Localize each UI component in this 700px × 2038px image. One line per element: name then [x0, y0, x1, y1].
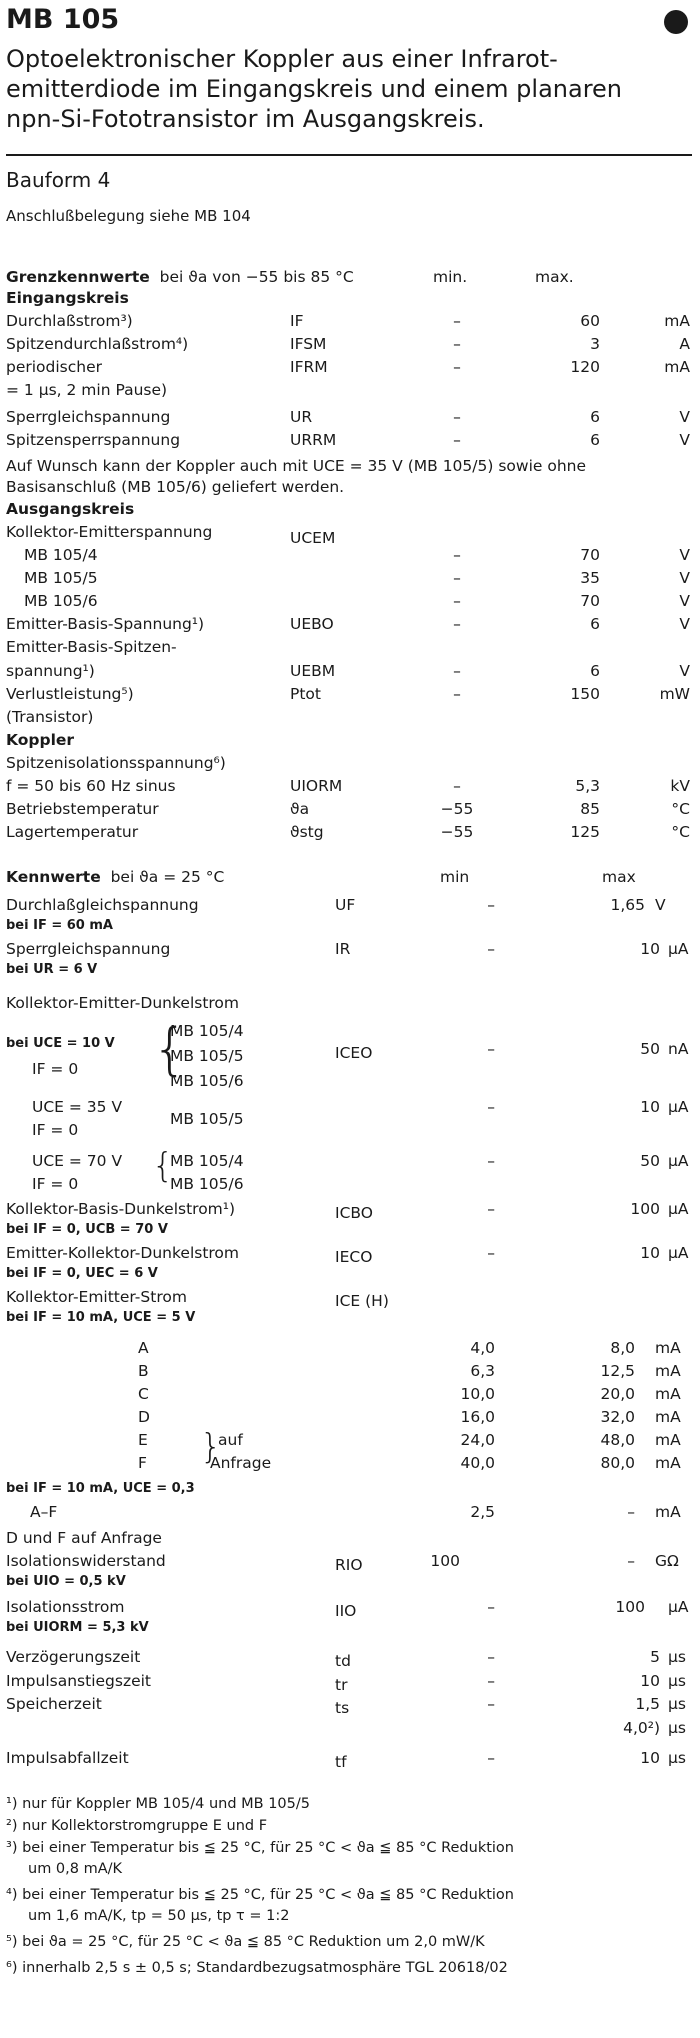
- row-min: 100: [430, 1552, 460, 1570]
- row-min: –: [453, 592, 461, 610]
- row-symbol: Ptot: [290, 685, 321, 703]
- row-label: MB 105/5: [24, 569, 98, 587]
- row-unit: mA: [655, 1431, 681, 1449]
- col-max: max.: [535, 268, 574, 286]
- row-label: Durchlaßstrom³): [6, 312, 133, 330]
- row-max: 48,0: [600, 1431, 635, 1449]
- row-unit: GΩ: [655, 1552, 679, 1570]
- row-min: 2,5: [470, 1503, 495, 1521]
- row-min: –: [453, 335, 461, 353]
- row-max: 1,65: [610, 896, 645, 914]
- row-label: Lagertemperatur: [6, 823, 139, 841]
- row-min: −55: [440, 823, 474, 841]
- footnote: ⁶) innerhalb 2,5 s ± 0,5 s; Standardbezugsatmosphäre TGL 20618/02: [6, 1960, 508, 1976]
- row-max: 6: [590, 431, 600, 449]
- row-min: –: [487, 1244, 495, 1262]
- row-unit: mA: [655, 1385, 681, 1403]
- bauform: Bauform 4: [6, 168, 111, 192]
- row-max: –: [627, 1552, 635, 1570]
- row-condition: bei IF = 0, UEC = 6 V: [6, 1266, 158, 1281]
- row-label: Kollektor-Emitter-Strom: [6, 1288, 187, 1306]
- row-symbol: ts: [335, 1699, 350, 1717]
- row-label: Speicherzeit: [6, 1695, 102, 1713]
- row-min: –: [487, 1598, 495, 1616]
- subtitle-line: Optoelektronischer Koppler aus einer Infrarot-: [6, 45, 558, 73]
- footnote: um 1,6 mA/K, tp = 50 µs, tp τ = 1:2: [28, 1908, 290, 1924]
- row-condition: bei IF = 10 mA, UCE = 5 V: [6, 1310, 196, 1325]
- row-min: –: [487, 1040, 495, 1058]
- row-max: 100: [630, 1200, 660, 1218]
- row-label: MB 105/4: [24, 546, 98, 564]
- row-min: –: [453, 312, 461, 330]
- row-symbol: UIORM: [290, 777, 343, 795]
- row-unit: mA: [655, 1362, 681, 1380]
- row-max: 120: [570, 358, 600, 376]
- row-symbol: UEBO: [290, 615, 334, 633]
- subtitle-line: emitterdiode im Eingangskreis und einem planaren: [6, 75, 623, 103]
- row-max: 5: [650, 1648, 660, 1666]
- row-label: Kollektor-Emitterspannung: [6, 523, 213, 541]
- row-max: 12,5: [600, 1362, 635, 1380]
- row-unit: µs: [668, 1672, 686, 1690]
- row-label: Spitzenisolationsspannung⁶): [6, 754, 226, 772]
- row-max: 60: [580, 312, 600, 330]
- bullet-dot-icon: [664, 10, 688, 34]
- row-max: 125: [570, 823, 600, 841]
- row-condition: UCE = 70 V: [32, 1152, 123, 1170]
- kenn-condition: bei ϑa = 25 °C: [110, 868, 225, 886]
- row-unit: mA: [655, 1454, 681, 1472]
- row-label: MB 105/6: [24, 592, 98, 610]
- row-unit: °C: [671, 823, 690, 841]
- row-max: 6: [590, 615, 600, 633]
- row-unit: V: [679, 408, 690, 426]
- row-unit: µA: [668, 1244, 689, 1262]
- row-unit: mW: [659, 685, 690, 703]
- row-label: Sperrgleichspannung: [6, 940, 171, 958]
- row-min: –: [487, 896, 495, 914]
- anschluss-note: Anschlußbelegung siehe MB 104: [6, 207, 251, 225]
- row-max: 35: [580, 569, 600, 587]
- row-unit: µA: [668, 1200, 689, 1218]
- row-label: (Transistor): [6, 708, 94, 726]
- row-min: –: [453, 569, 461, 587]
- row-min: –: [453, 408, 461, 426]
- row-min: –: [453, 685, 461, 703]
- row-symbol: tf: [335, 1753, 347, 1771]
- row-label: Betriebstemperatur: [6, 800, 159, 818]
- row-symbol: td: [335, 1652, 351, 1670]
- row-label: Emitter-Basis-Spannung¹): [6, 615, 205, 633]
- row-min: 6,3: [470, 1362, 495, 1380]
- row-condition: UCE = 35 V: [32, 1098, 123, 1116]
- row-max: 1,5: [635, 1695, 660, 1713]
- row-unit: V: [679, 431, 690, 449]
- grenz-condition: bei ϑa von −55 bis 85 °C: [159, 268, 354, 286]
- row-condition: bei UIO = 0,5 kV: [6, 1574, 126, 1589]
- row-max: 5,3: [575, 777, 600, 795]
- row-symbol: ICEO: [335, 1044, 373, 1062]
- group-label: B: [138, 1362, 149, 1380]
- row-symbol: IFRM: [290, 358, 328, 376]
- row-condition: bei IF = 10 mA, UCE = 0,3: [6, 1481, 195, 1496]
- row-label: = 1 µs, 2 min Pause): [6, 381, 168, 399]
- row-unit: V: [655, 896, 666, 914]
- type-label: MB 105/5: [170, 1110, 244, 1128]
- footnote: ²) nur Kollektorstromgruppe E und F: [6, 1818, 268, 1834]
- footnote: ⁵) bei ϑa = 25 °C, für 25 °C < ϑa ≦ 85 °C Reduktion um 2,0 mW/K: [6, 1934, 485, 1950]
- row-label: Durchlaßgleichspannung: [6, 896, 199, 914]
- row-min: –: [487, 940, 495, 958]
- row-label: spannung¹): [6, 662, 95, 680]
- section-koppler: Koppler: [6, 731, 75, 749]
- row-symbol: UEBM: [290, 662, 336, 680]
- row-condition: bei IF = 60 mA: [6, 918, 113, 933]
- row-label: Verzögerungszeit: [6, 1648, 141, 1666]
- kenn-heading: Kennwerte: [6, 868, 101, 886]
- subtitle: [6, 44, 622, 134]
- row-label: periodischer: [6, 358, 103, 376]
- row-label: Isolationsstrom: [6, 1598, 125, 1616]
- row-symbol: tr: [335, 1676, 348, 1694]
- row-max: 20,0: [600, 1385, 635, 1403]
- row-symbol: RIO: [335, 1556, 363, 1574]
- row-max: 3: [590, 335, 600, 353]
- row-min: –: [453, 777, 461, 795]
- group-label: A–F: [30, 1503, 58, 1521]
- row-unit: µA: [668, 1598, 689, 1616]
- row-condition: IF = 0: [32, 1175, 79, 1193]
- row-min: –: [453, 431, 461, 449]
- row-symbol: ICE (H): [335, 1292, 389, 1310]
- row-symbol: URRM: [290, 431, 337, 449]
- row-max: 10: [640, 1749, 660, 1767]
- row-unit: V: [679, 546, 690, 564]
- grenz-heading: Grenzkennwerte: [6, 268, 150, 286]
- row-min: –: [487, 1749, 495, 1767]
- row-condition: IF = 0: [32, 1121, 79, 1139]
- row-unit: mA: [655, 1408, 681, 1426]
- row-min: −55: [440, 800, 474, 818]
- row-unit: V: [679, 569, 690, 587]
- wunsch-note: Auf Wunsch kann der Koppler auch mit UCE = 35 V (MB 105/5) sowie ohne: [6, 457, 587, 475]
- row-unit: mA: [655, 1503, 681, 1521]
- row-max: 6: [590, 662, 600, 680]
- row-label: Impulsabfallzeit: [6, 1749, 129, 1767]
- anfrage-label: Anfrage: [210, 1454, 272, 1472]
- row-unit: µs: [668, 1648, 686, 1666]
- row-min: –: [487, 1648, 495, 1666]
- row-max: 10: [640, 1244, 660, 1262]
- brace-icon: }: [200, 1427, 222, 1467]
- row-label: Spitzendurchlaßstrom⁴): [6, 335, 189, 353]
- page-title: MB 105: [6, 4, 120, 35]
- subtitle-line: npn-Si-Fototransistor im Ausgangskreis.: [6, 105, 485, 133]
- row-unit: V: [679, 615, 690, 633]
- row-label: Verlustleistung⁵): [6, 685, 134, 703]
- row-unit: nA: [668, 1040, 689, 1058]
- row-unit: °C: [671, 800, 690, 818]
- row-max: 70: [580, 546, 600, 564]
- row-min: –: [453, 662, 461, 680]
- row-max: 50: [640, 1152, 660, 1170]
- row-condition: bei UCE = 10 V: [6, 1036, 115, 1051]
- row-max: 80,0: [600, 1454, 635, 1472]
- row-max: 150: [570, 685, 600, 703]
- footnote: ¹) nur für Koppler MB 105/4 und MB 105/5: [6, 1796, 310, 1812]
- row-symbol: IF: [290, 312, 304, 330]
- row-unit: mA: [664, 358, 690, 376]
- row-label: f = 50 bis 60 Hz sinus: [6, 777, 176, 795]
- row-condition: bei IF = 0, UCB = 70 V: [6, 1222, 168, 1237]
- section-ausgang: Ausgangskreis: [6, 500, 135, 518]
- type-label: MB 105/4: [170, 1022, 244, 1040]
- group-label: A: [138, 1339, 149, 1357]
- row-unit: kV: [670, 777, 690, 795]
- group-label: F: [138, 1454, 147, 1472]
- row-label: Emitter-Kollektor-Dunkelstrom: [6, 1244, 240, 1262]
- row-symbol: ICBO: [335, 1204, 373, 1222]
- row-min: –: [487, 1098, 495, 1116]
- row-max: 8,0: [610, 1339, 635, 1357]
- row-label: Kollektor-Emitter-Dunkelstrom: [6, 994, 240, 1012]
- type-label: MB 105/5: [170, 1047, 244, 1065]
- type-label: MB 105/4: [170, 1152, 244, 1170]
- row-min: 10,0: [460, 1385, 495, 1403]
- df-note: D und F auf Anfrage: [6, 1529, 162, 1547]
- col-min: min: [440, 868, 470, 886]
- row-symbol: IFSM: [290, 335, 327, 353]
- row-symbol: ϑa: [290, 800, 310, 818]
- row-max: 70: [580, 592, 600, 610]
- row-min: 40,0: [460, 1454, 495, 1472]
- row-min: 4,0: [470, 1339, 495, 1357]
- divider: [6, 154, 692, 156]
- row-max: 85: [580, 800, 600, 818]
- section-eingang: Eingangskreis: [6, 289, 129, 307]
- row-unit: µA: [668, 940, 689, 958]
- row-min: 24,0: [460, 1431, 495, 1449]
- footnote: ⁴) bei einer Temperatur bis ≦ 25 °C, für 25 °C < ϑa ≦ 85 °C Reduktion: [6, 1887, 514, 1903]
- row-unit: µA: [668, 1098, 689, 1116]
- row-unit: µA: [668, 1152, 689, 1170]
- row-max: 10: [640, 1098, 660, 1116]
- row-unit: mA: [664, 312, 690, 330]
- row-max: 10: [640, 940, 660, 958]
- row-max: –: [627, 1503, 635, 1521]
- row-unit: µs: [668, 1695, 686, 1713]
- row-symbol: UCEM: [290, 529, 336, 547]
- row-min: –: [453, 615, 461, 633]
- row-symbol: IECO: [335, 1248, 373, 1266]
- row-min: –: [487, 1672, 495, 1690]
- row-min: –: [487, 1152, 495, 1170]
- row-unit: mA: [655, 1339, 681, 1357]
- row-min: –: [487, 1695, 495, 1713]
- row-symbol: UF: [335, 896, 356, 914]
- row-unit: V: [679, 592, 690, 610]
- row-unit: A: [679, 335, 690, 353]
- row-max: 4,0²): [623, 1719, 660, 1737]
- type-label: MB 105/6: [170, 1175, 244, 1193]
- row-symbol: IIO: [335, 1602, 357, 1620]
- type-label: MB 105/6: [170, 1072, 244, 1090]
- row-label: Spitzensperrspannung: [6, 431, 181, 449]
- row-min: –: [453, 358, 461, 376]
- row-min: –: [453, 546, 461, 564]
- row-unit: µs: [668, 1749, 686, 1767]
- row-max: 10: [640, 1672, 660, 1690]
- footnote: ³) bei einer Temperatur bis ≦ 25 °C, für 25 °C < ϑa ≦ 85 °C Reduktion: [6, 1840, 514, 1856]
- row-min: –: [487, 1200, 495, 1218]
- brace-icon: {: [152, 1017, 188, 1082]
- row-unit: µs: [668, 1719, 686, 1737]
- row-symbol: ϑstg: [290, 823, 324, 841]
- wunsch-note: Basisanschluß (MB 105/6) geliefert werden.: [6, 478, 345, 496]
- row-label: Isolationswiderstand: [6, 1552, 166, 1570]
- group-label: E: [138, 1431, 148, 1449]
- row-condition: IF = 0: [32, 1060, 79, 1078]
- row-condition: bei UR = 6 V: [6, 962, 98, 977]
- footnote: um 0,8 mA/K: [28, 1861, 123, 1877]
- row-max: 50: [640, 1040, 660, 1058]
- col-min: min.: [433, 268, 468, 286]
- row-symbol: IR: [335, 940, 351, 958]
- row-max: 100: [615, 1598, 645, 1616]
- row-max: 6: [590, 408, 600, 426]
- col-max: max: [602, 868, 636, 886]
- row-label: Kollektor-Basis-Dunkelstrom¹): [6, 1200, 236, 1218]
- row-min: 16,0: [460, 1408, 495, 1426]
- row-condition: bei UIORM = 5,3 kV: [6, 1620, 149, 1635]
- brace-icon: {: [152, 1146, 174, 1186]
- group-label: C: [138, 1385, 149, 1403]
- auf-label: auf: [218, 1431, 243, 1449]
- row-label: Emitter-Basis-Spitzen-: [6, 638, 177, 656]
- row-unit: V: [679, 662, 690, 680]
- group-label: D: [138, 1408, 150, 1426]
- row-label: Sperrgleichspannung: [6, 408, 171, 426]
- row-max: 32,0: [600, 1408, 635, 1426]
- row-symbol: UR: [290, 408, 313, 426]
- row-label: Impulsanstiegszeit: [6, 1672, 152, 1690]
